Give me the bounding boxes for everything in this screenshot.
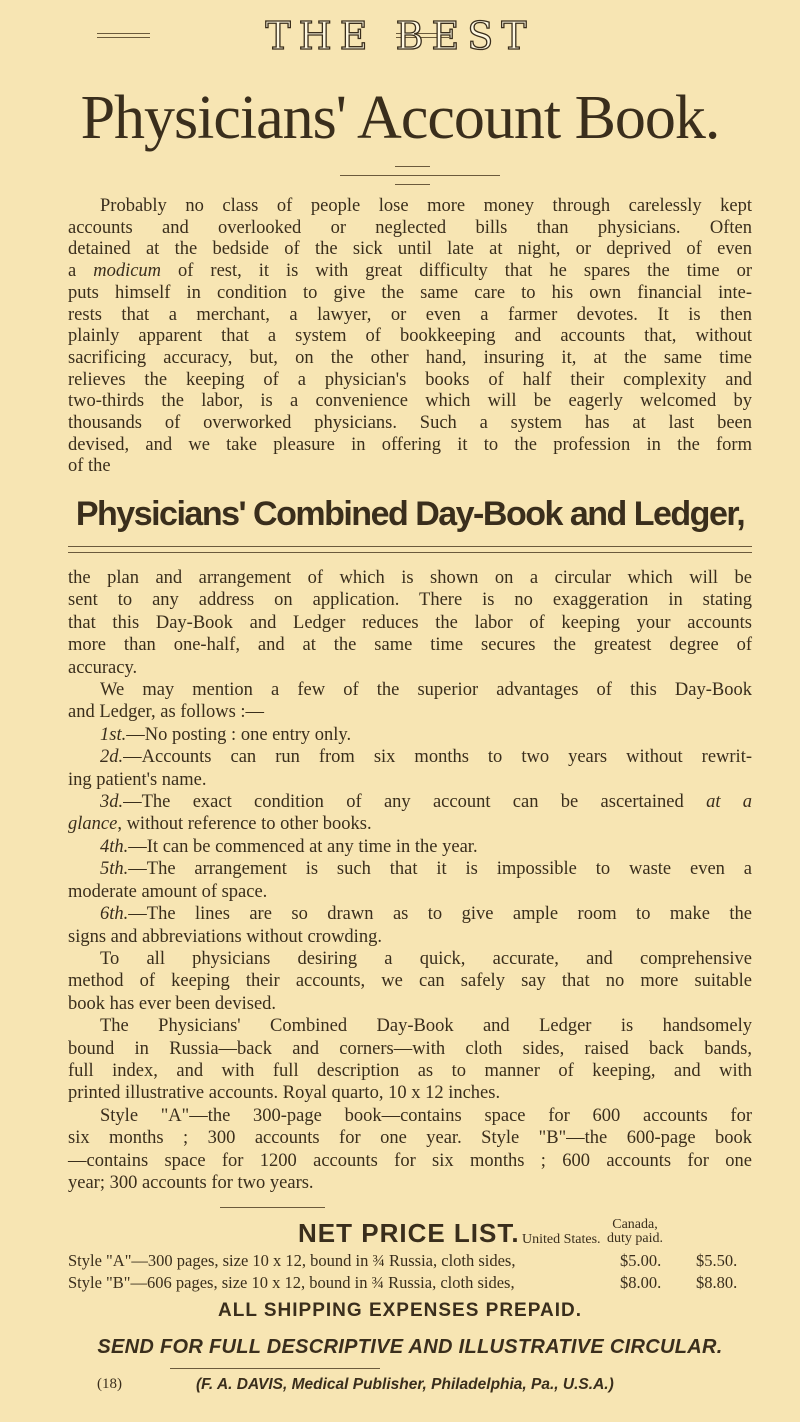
text-line (68, 903, 752, 925)
text-segment: the plan and arrangement of which is shown on a circular which will be (68, 568, 752, 588)
text-segment: accounts and overlooked or neglected bills than physicians. Often (68, 217, 752, 238)
product-heading (68, 488, 752, 547)
intro-paragraph (68, 196, 752, 478)
divider (395, 166, 430, 167)
text-line (68, 701, 752, 723)
text-segment: full index, and with full description as to manner of keeping, and with (68, 1060, 752, 1081)
paragraph (68, 791, 752, 836)
text-segment: sacrificing accuracy, but, on the other hand, insuring it, at the same time (68, 347, 752, 368)
text-line (68, 456, 752, 478)
text-line (68, 218, 752, 240)
divider (220, 1207, 325, 1208)
text-line (68, 589, 752, 611)
text-line (68, 813, 752, 835)
price-canada: $5.50. (696, 1251, 738, 1270)
text-segment: a (68, 261, 94, 282)
text-segment: printed illustrative accounts. Royal quarto, 10 x 12 inches. (68, 1083, 501, 1104)
italic-text: 5th. (100, 859, 129, 880)
price-row-style-b (68, 1272, 752, 1294)
text-segment: We may mention a few of the superior advantages of this Day-Book (100, 680, 752, 701)
text-segment: plainly apparent that a system of bookkeeping and accounts that, without (68, 326, 752, 347)
text-segment: ing patient's name. (68, 769, 207, 790)
text-line (68, 836, 752, 858)
text-segment: more than one-half, and at the same time secures the greatest degree of (68, 635, 752, 656)
text-segment: devised, and we take pleasure in offering it to the profession in the form (68, 434, 752, 455)
price-canada: $8.80. (696, 1273, 738, 1292)
italic-text: 3d. (100, 792, 124, 813)
text-line (68, 881, 752, 903)
circular-cta-text: SEND FOR FULL DESCRIPTIVE AND ILLUSTRATIVE CIRCULAR. (97, 1336, 723, 1358)
column-header-canada-line1: Canada, (612, 1217, 658, 1232)
paragraph (68, 1105, 752, 1195)
text-line (68, 993, 752, 1015)
text-line (68, 724, 752, 746)
text-segment: signs and abbreviations without crowding. (68, 926, 382, 947)
text-segment: method of keeping their accounts, we can safely say that no more suitable (68, 971, 752, 992)
text-segment: Style "A"—the 300-page book—contains space for 600 accounts for (100, 1105, 752, 1126)
paragraph (68, 567, 752, 679)
text-segment: —contains space for 1200 accounts for six months ; 600 accounts for one (68, 1150, 752, 1171)
text-line (68, 567, 752, 589)
publisher-imprint: (F. A. DAVIS, Medical Publisher, Philadelphia, Pa., U.S.A.) (196, 1376, 614, 1393)
text-line (68, 970, 752, 992)
text-segment: two-thirds the labor, is a convenience which will be eagerly welcomed by (68, 391, 752, 412)
text-segment: year; 300 accounts for two years. (68, 1172, 314, 1193)
text-line (68, 679, 752, 701)
text-segment: The Physicians' Combined Day-Book and Ledger is handsomely (100, 1016, 752, 1037)
text-line (68, 791, 752, 813)
kicker-heading: THE BEST (265, 14, 535, 58)
text-line (68, 1060, 752, 1082)
text-segment: detained at the bedside of the sick until late at night, or deprived of even (68, 239, 752, 260)
text-segment: —The arrangement is such that it is impossible to waste even a (128, 859, 752, 880)
product-heading-text: Physicians' Combined Day-Book and Ledger, (75, 495, 745, 533)
paragraph (68, 836, 752, 858)
text-line (68, 261, 752, 283)
paragraph (68, 903, 752, 948)
italic-text: at a (706, 792, 753, 813)
italic-text: glance (68, 814, 118, 835)
text-line (68, 1172, 752, 1194)
body-text (68, 567, 752, 1194)
page-title-text: Physicians' Account Book. (80, 84, 720, 152)
text-segment: —The exact condition of any account can be ascertained (123, 792, 707, 813)
text-line (68, 391, 752, 413)
shipping-note: ALL SHIPPING EXPENSES PREPAID. (218, 1300, 582, 1321)
text-line (68, 948, 752, 970)
text-segment: —Accounts can run from six months to two years without rewrit- (123, 747, 752, 768)
column-header-us: United States. (522, 1232, 601, 1247)
text-line (68, 1038, 752, 1060)
price-list-title: NET PRICE LIST. (298, 1218, 520, 1248)
text-segment: —It can be commenced at any time in the year. (128, 836, 478, 857)
text-segment: —The lines are so drawn as to give ample room to make the (128, 904, 752, 925)
text-line (68, 413, 752, 435)
italic-text: 6th. (100, 904, 129, 925)
italic-text: 2d. (100, 747, 124, 768)
divider (170, 1368, 380, 1369)
paragraph (68, 858, 752, 903)
text-line (68, 746, 752, 768)
text-segment: and Ledger, as follows :— (68, 702, 265, 723)
italic-text: modicum (93, 261, 162, 282)
text-line (68, 370, 752, 392)
text-segment: puts himself in condition to give the same care to his own financial inte- (68, 282, 752, 303)
text-segment: of rest, it is with great difficulty that he spares the time or (161, 261, 752, 282)
double-rule (68, 546, 752, 547)
price-us: $8.00. (620, 1273, 662, 1292)
column-header-canada-line2: duty paid. (607, 1231, 663, 1246)
circular-cta (68, 1332, 752, 1364)
column-header-canada (600, 1218, 670, 1246)
text-segment: bound in Russia—back and corners—with cloth sides, raised back bands, (68, 1038, 752, 1059)
divider (340, 175, 500, 176)
text-segment: sent to any address on application. There is no exaggeration in stating (68, 590, 752, 611)
double-rule (68, 552, 752, 553)
text-segment: thousands of overworked physicians. Such a system has at last been (68, 413, 752, 434)
text-line (68, 348, 752, 370)
text-line (68, 1082, 752, 1104)
italic-text: 1st. (100, 724, 127, 745)
text-line (68, 305, 752, 327)
text-segment: rests that a merchant, a lawyer, or even a farmer devotes. It is then (68, 304, 752, 325)
paragraph (68, 724, 752, 746)
text-line (68, 435, 752, 457)
paragraph (68, 1015, 752, 1105)
text-segment: six months ; 300 accounts for one year. Style "B"—the 600-page book (68, 1128, 752, 1149)
page-number: (18) (97, 1376, 122, 1392)
text-segment: that this Day-Book and Ledger reduces the labor of keeping your accounts (68, 612, 752, 633)
italic-text: 4th. (100, 836, 129, 857)
text-segment: moderate amount of space. (68, 881, 268, 902)
price-row-style-a (68, 1250, 752, 1272)
text-line (68, 657, 752, 679)
text-segment: relieves the keeping of a physician's books of half their complexity and (68, 369, 752, 390)
text-line (68, 858, 752, 880)
text-line (68, 926, 752, 948)
text-line (68, 1015, 752, 1037)
text-line (68, 1105, 752, 1127)
text-line (68, 1150, 752, 1172)
text-segment: , without reference to other books. (117, 814, 372, 835)
text-line (68, 1127, 752, 1149)
text-segment: —No posting : one entry only. (126, 724, 352, 745)
page-title (60, 78, 740, 174)
text-segment: accuracy. (68, 657, 138, 678)
text-segment: book has ever been devised. (68, 993, 277, 1014)
paragraph (68, 948, 752, 1015)
price-row-description: Style "B"—606 pages, size 10 x 12, bound in ¾ Russia, cloth sides, (68, 1273, 515, 1292)
text-line (68, 283, 752, 305)
price-us: $5.00. (620, 1251, 662, 1270)
text-line (68, 239, 752, 261)
text-segment: To all physicians desiring a quick, accurate, and comprehensive (100, 948, 752, 969)
text-segment: Probably no class of people lose more money through carelessly kept (100, 196, 752, 216)
divider (395, 184, 430, 185)
text-line (68, 612, 752, 634)
paragraph (68, 679, 752, 724)
paragraph (68, 746, 752, 791)
text-line (68, 634, 752, 656)
text-line (68, 326, 752, 348)
text-line (68, 769, 752, 791)
price-row-description: Style "A"—300 pages, size 10 x 12, bound in ¾ Russia, cloth sides, (68, 1251, 516, 1270)
text-line (68, 196, 752, 218)
text-segment: of the (68, 456, 111, 477)
